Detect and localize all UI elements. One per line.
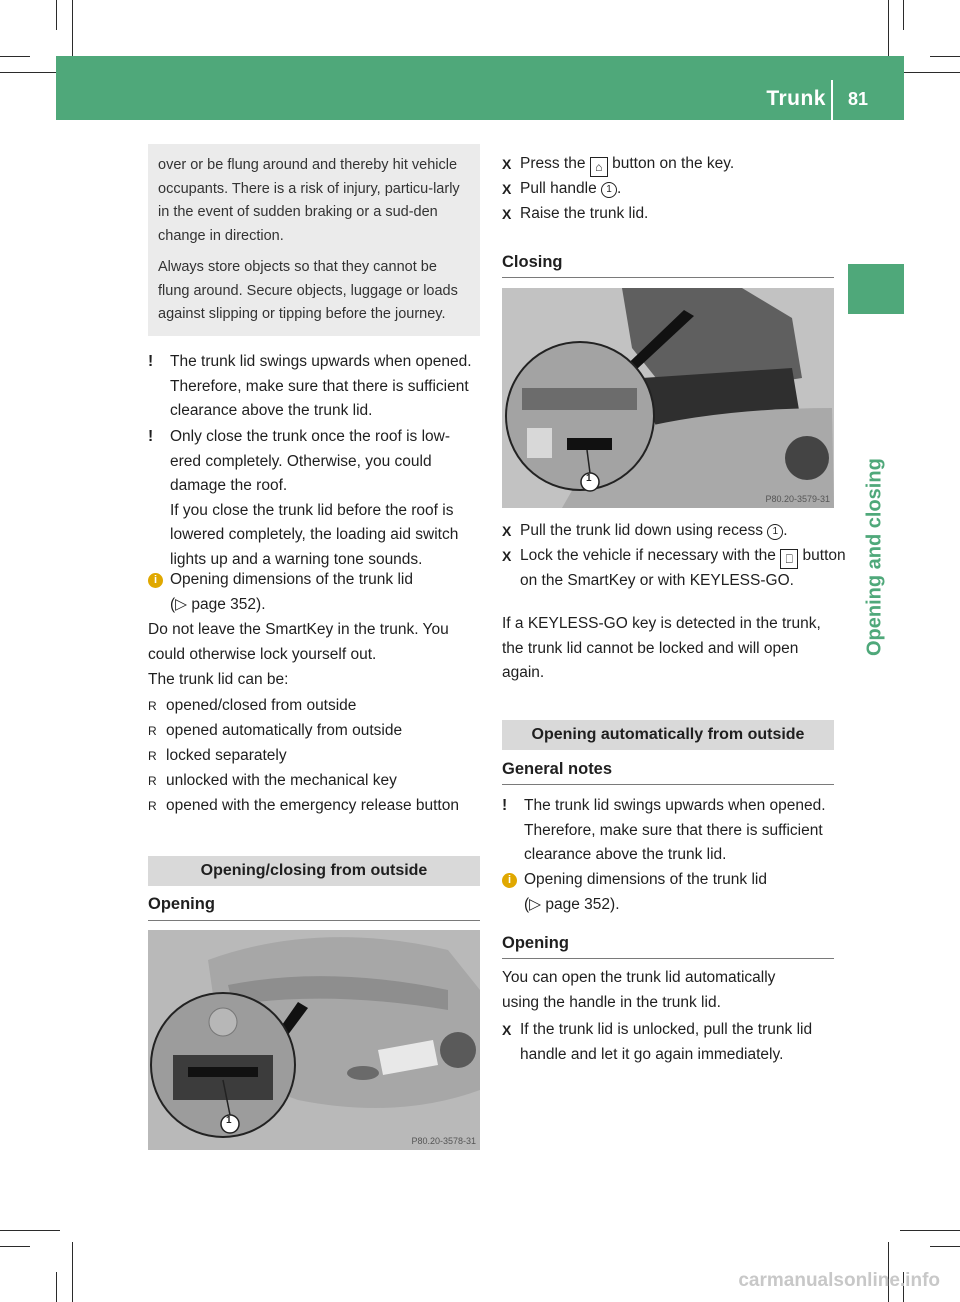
paragraph: The trunk lid can be:: [148, 671, 289, 688]
list-item-text: opened automatically from outside: [166, 722, 403, 739]
crop-mark: [72, 1242, 73, 1302]
caution-note: [148, 350, 480, 424]
page-number: 81: [848, 89, 869, 109]
unlock-icon: ⌂: [590, 157, 608, 177]
note-text: Opening dimensions of the trunk lid: [524, 871, 767, 888]
subheading: Opening: [502, 934, 569, 952]
instruction-step: [502, 1018, 852, 1067]
car-rear-illustration: [148, 930, 480, 1150]
subheading: Closing: [502, 253, 563, 271]
instruction-step: [502, 202, 852, 227]
crop-mark: [900, 1230, 960, 1231]
callout-number: 1: [767, 524, 783, 540]
step-marker: X: [502, 181, 512, 197]
note-text: Opening dimensions of the trunk lid: [170, 571, 413, 588]
trunk-opening-photo: [148, 930, 480, 1150]
list-item-text: opened/closed from outside: [166, 697, 357, 714]
header-divider: [831, 80, 833, 120]
step-marker: X: [502, 523, 512, 539]
crop-mark: [56, 0, 57, 30]
note-text: Only close the trunk once the roof is low-ered completely. Otherwise, you could damage the roof.: [170, 428, 450, 495]
open-trunk-illustration: [502, 288, 834, 508]
step-text: If the trunk lid is unlocked, pull the trunk lid handle and let it go again immediately.: [520, 1021, 813, 1063]
step-text: button on the SmartKey or with KEYLESS-GO.: [520, 547, 846, 589]
heading-rule: [502, 784, 834, 785]
step-text: .: [783, 522, 788, 539]
figure-code: P80.20-3579-31: [765, 494, 830, 504]
warning-box: [148, 144, 480, 336]
list-item: [148, 769, 498, 794]
crop-mark: [0, 1230, 60, 1231]
step-marker: X: [502, 1022, 512, 1038]
crop-mark: [72, 0, 73, 60]
info-icon: i: [148, 573, 163, 588]
callout-number: 1: [601, 182, 617, 198]
step-text: Raise the trunk lid.: [520, 205, 649, 222]
list-item-text: unlocked with the mechanical key: [166, 772, 397, 789]
crop-mark: [56, 1272, 57, 1302]
caution-note: [148, 425, 480, 573]
callout-number: 1: [586, 473, 592, 484]
crop-mark: [0, 72, 60, 73]
subheading: General notes: [502, 760, 613, 778]
callout-number: 1: [226, 1115, 232, 1126]
step-text: Pull the trunk lid down using recess: [520, 522, 763, 539]
crop-mark: [930, 56, 960, 57]
step-text: Press the: [520, 155, 586, 172]
paragraph: If a KEYLESS-GO key is detected in the trunk, the trunk lid cannot be locked and will open again.: [502, 615, 821, 682]
list-item-text: locked separately: [166, 747, 287, 764]
warning-text: over or be flung around and thereby hit vehicle occupants. There is a risk of injury, particu-larly in the event of sudden braking or a sud-den change in direction.: [158, 157, 460, 244]
lock-icon: ⎕: [780, 549, 798, 569]
subheading: Opening: [148, 895, 215, 913]
paragraph: Do not leave the SmartKey in the trunk. You could otherwise lock yourself out.: [148, 621, 449, 663]
crop-mark: [903, 0, 904, 30]
heading-rule: [148, 920, 480, 921]
paragraph: You can open the trunk lid automatically using the handle in the trunk lid.: [502, 969, 776, 1011]
list-item: [148, 719, 498, 744]
watermark: carmanualsonline.info: [738, 1270, 940, 1291]
step-text: Lock the vehicle if necessary with the: [520, 547, 776, 564]
figure-code: P80.20-3578-31: [411, 1136, 476, 1146]
list-item-text: opened with the emergency release button: [166, 797, 459, 814]
info-note: [148, 568, 480, 617]
info-icon: i: [502, 873, 517, 888]
header-title: Trunk: [766, 87, 826, 110]
bullet-marker: R: [148, 724, 157, 738]
step-marker: X: [502, 206, 512, 222]
crop-mark: [0, 1246, 30, 1247]
step-text: Pull handle: [520, 180, 597, 197]
page-reference-link[interactable]: (▷ page 352).: [170, 595, 266, 613]
caution-icon: !: [148, 428, 154, 445]
bullet-marker: R: [148, 799, 157, 813]
caution-icon: !: [148, 353, 154, 370]
section-banner: Opening/closing from outside: [148, 856, 480, 886]
bullet-marker: R: [148, 774, 157, 788]
caution-icon: !: [502, 797, 508, 814]
instruction-step: [502, 519, 852, 544]
trunk-closing-photo: [502, 288, 834, 508]
note-text: If you close the trunk lid before the roof is lowered completely, the loading aid switch lights up and a warning tone sounds.: [170, 501, 459, 568]
warning-text: Always store objects so that they cannot be flung around. Secure objects, luggage or loads against slipping or tipping before the journey.: [158, 259, 458, 322]
caution-note: [502, 794, 834, 868]
heading-rule: [502, 958, 834, 959]
list-item: [148, 744, 498, 769]
instruction-step: [502, 544, 852, 594]
section-label: Opening and closing: [863, 458, 886, 656]
crop-mark: [0, 56, 30, 57]
crop-mark: [888, 0, 889, 60]
step-text: .: [617, 180, 622, 197]
bullet-marker: R: [148, 699, 157, 713]
list-item: [148, 794, 498, 819]
instruction-step: [502, 152, 852, 177]
heading-rule: [502, 277, 834, 278]
step-text: button on the key.: [612, 155, 735, 172]
info-note: [502, 868, 834, 917]
page-reference-link[interactable]: (▷ page 352).: [524, 895, 620, 913]
section-tab: [848, 264, 904, 314]
section-banner: Opening automatically from outside: [502, 720, 834, 750]
crop-mark: [930, 1246, 960, 1247]
crop-mark: [900, 72, 960, 73]
note-text: The trunk lid swings upwards when opened. Therefore, make sure that there is sufficient clearance above the trunk lid.: [524, 797, 826, 864]
step-marker: X: [502, 156, 512, 172]
note-text: The trunk lid swings upwards when opened. Therefore, make sure that there is sufficient clearance above the trunk lid.: [170, 353, 472, 420]
list-item: [148, 694, 498, 719]
bullet-marker: R: [148, 749, 157, 763]
instruction-step: [502, 177, 852, 202]
step-marker: X: [502, 548, 512, 564]
